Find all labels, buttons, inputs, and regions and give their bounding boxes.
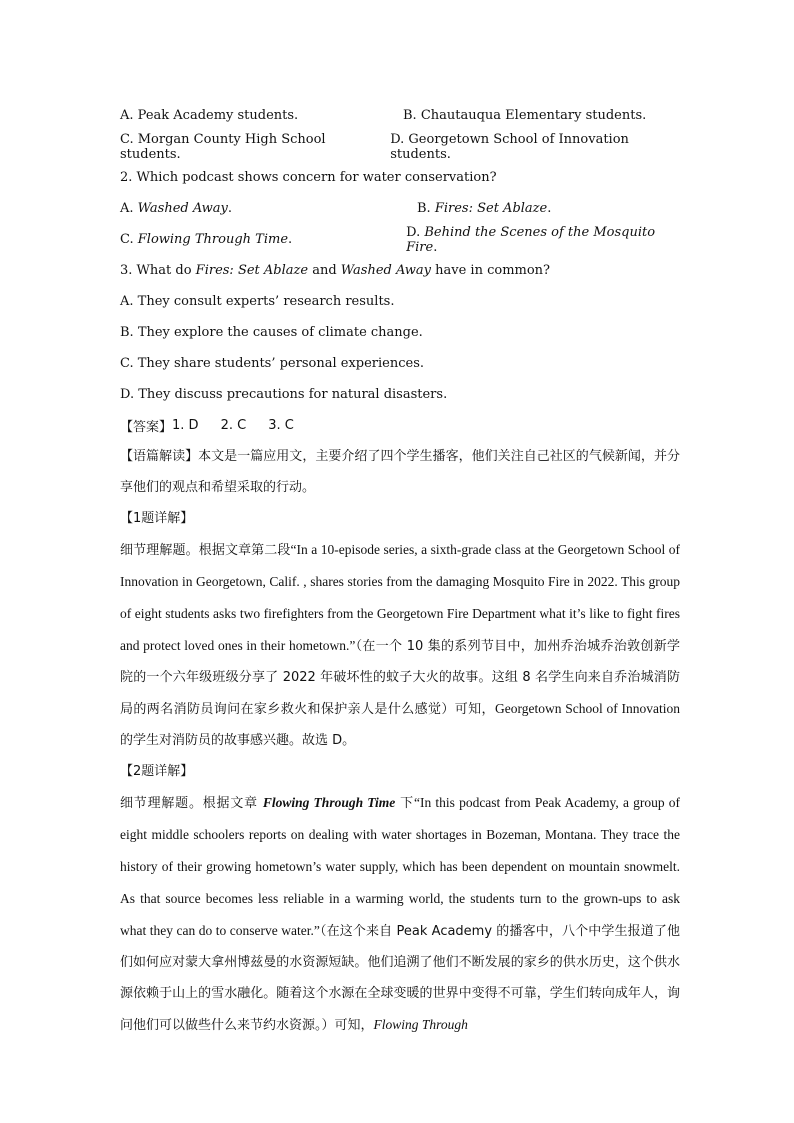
q3-option-c: C. They share students’ personal experiences.: [120, 356, 425, 371]
answer-3: 3. C: [268, 418, 294, 433]
q2-option-b: B. Fires: Set Ablaze.: [417, 201, 552, 216]
q1-options-row-2: [120, 131, 680, 162]
answer-label: 【答案】: [120, 420, 173, 435]
summary-text: 本文是一篇应用文，主要介绍了四个学生播客，他们关注自己社区的气候新闻，并分享他们的观点和希望采取的行动。: [120, 449, 680, 495]
detail-2-translation: （在这个来自 Peak Academy 的播客中，八个中学生报道了他们如何应对蒙大拿州博兹曼的水资源短缺。他们追溯了他们不断发展的家乡的供水历史，这个供水源依赖于山上的雪水融化。随着这个水源在全球变暖的世界中变得不可靠，学生们转向成年人，询问他们可以做些什么来节约水资源。）可知，: [120, 924, 681, 1033]
q2-option-d: D. Behind the Scenes of the Mosquito Fire.: [406, 224, 656, 255]
answer-1: 1. D: [172, 418, 199, 433]
detail-1-paragraph: 细节理解题。根据文章第二段“In a 10-episode series, a sixth-grade class at the Georgetown School of Innovation in Georgetown, Calif. , shares stories from the damaging Mosquito Fire in 2022. This group of eight students asks two firefighters from the Georgetown Fire Department what it’s like to fight fires and protect loved ones in their hometown.”（在一个 10 集的系列节目中，加州乔治城乔治敦创新学院的一个六年级班级分享了 2022 年破坏性的蚊子大火的故事。这组 8 名学生向来自乔治城消防局的两名消防员询问在家乡救火和保护亲人是什么感觉）可知，Georgetown School of Innovation 的学生对消防员的故事感兴趣。故选 D。: [120, 542, 680, 748]
q2-stem: 2. Which podcast shows concern for water conservation?: [120, 170, 497, 185]
q1-option-d: D. Georgetown School of Innovation students.: [390, 131, 629, 162]
answer-2: 2. C: [220, 418, 247, 433]
detail-2-paragraph: 细节理解题。根据文章 Flowing Through Time 下“In this podcast from Peak Academy, a group of eight middle schoolers reports on dealing with water shortages in Bozeman, Montana. They trace the history of their growing hometown’s water supply, which has been dependent on mountain snowmelt. As that source becomes less reliable in a warming world, the students turn to the grown-ups to ask what they can do to conserve water.”（在这个来自 Peak Academy 的播客中，八个中学生报道了他们如何应对蒙大拿州博兹曼的水资源短缺。他们追溯了他们不断发展的家乡的供水历史，这个供水源依赖于山上的雪水融化。随着这个水源在全球变暖的世界中变得不可靠，学生们转向成年人，询问他们可以做些什么来节约水资源。）可知，Flowing Through: [120, 795, 681, 1033]
summary-paragraph: [120, 441, 680, 503]
detail-2-title: Flowing Through Time: [262, 795, 396, 810]
detail-1-heading: 【1题详解】: [120, 511, 194, 526]
q1-option-a: A. Peak Academy students.: [120, 108, 299, 123]
content: [120, 100, 680, 1041]
q3-option-d: D. They discuss precautions for natural disasters.: [120, 387, 448, 402]
detail-2-quote: “In this podcast from Peak Academy, a group of eight middle schoolers reports on dealing with water shortages in Bozeman, Montana. They trace the history of their growing hometown’s water supply, which has been dependent on mountain snowmelt. As that source becomes less reliable in a warming world, the students turn to the grown-ups to ask what they can do to conserve water.”: [120, 795, 681, 938]
q1-option-c: C. Morgan County High School students.: [120, 131, 326, 162]
q3-stem: 3. What do Fires: Set Ablaze and Washed Away have in common?: [120, 263, 551, 278]
q2-options-row-2: [120, 224, 680, 255]
detail-1-translation: （在一个 10 集的系列节目中，加州乔治城乔治敦创新学院的一个六年级班级分享了 2022 年破坏性的蚊子大火的故事。这组 8 名学生向来自乔治城消防局的两名消防员询问在家乡救火和保护亲人是什么感觉）可知，: [120, 639, 680, 717]
q1-option-b: B. Chautauqua Elementary students.: [403, 108, 647, 123]
q2-options-row-1: [120, 193, 680, 224]
q2-option-a: A. Washed Away.: [120, 201, 233, 216]
q1-options-row-1: [120, 100, 680, 131]
detail-1-quote: “In a 10-episode series, a sixth-grade class at the Georgetown School of Innovation in Georgetown, Calif. , shares stories from the damaging Mosquito Fire in 2022. This group of eight students asks two firefighters from the Georgetown Fire Department what it’s like to fight fires and protect loved ones in their hometown.”: [120, 542, 680, 653]
q2-option-c: C. Flowing Through Time.: [120, 232, 293, 247]
summary-label: 【语篇解读】: [120, 449, 199, 464]
q3-option-b: B. They explore the causes of climate change.: [120, 325, 423, 340]
answer-line: [120, 410, 680, 441]
q3-option-a: A. They consult experts’ research results.: [120, 294, 395, 309]
detail-2-heading: 【2题详解】: [120, 764, 194, 779]
